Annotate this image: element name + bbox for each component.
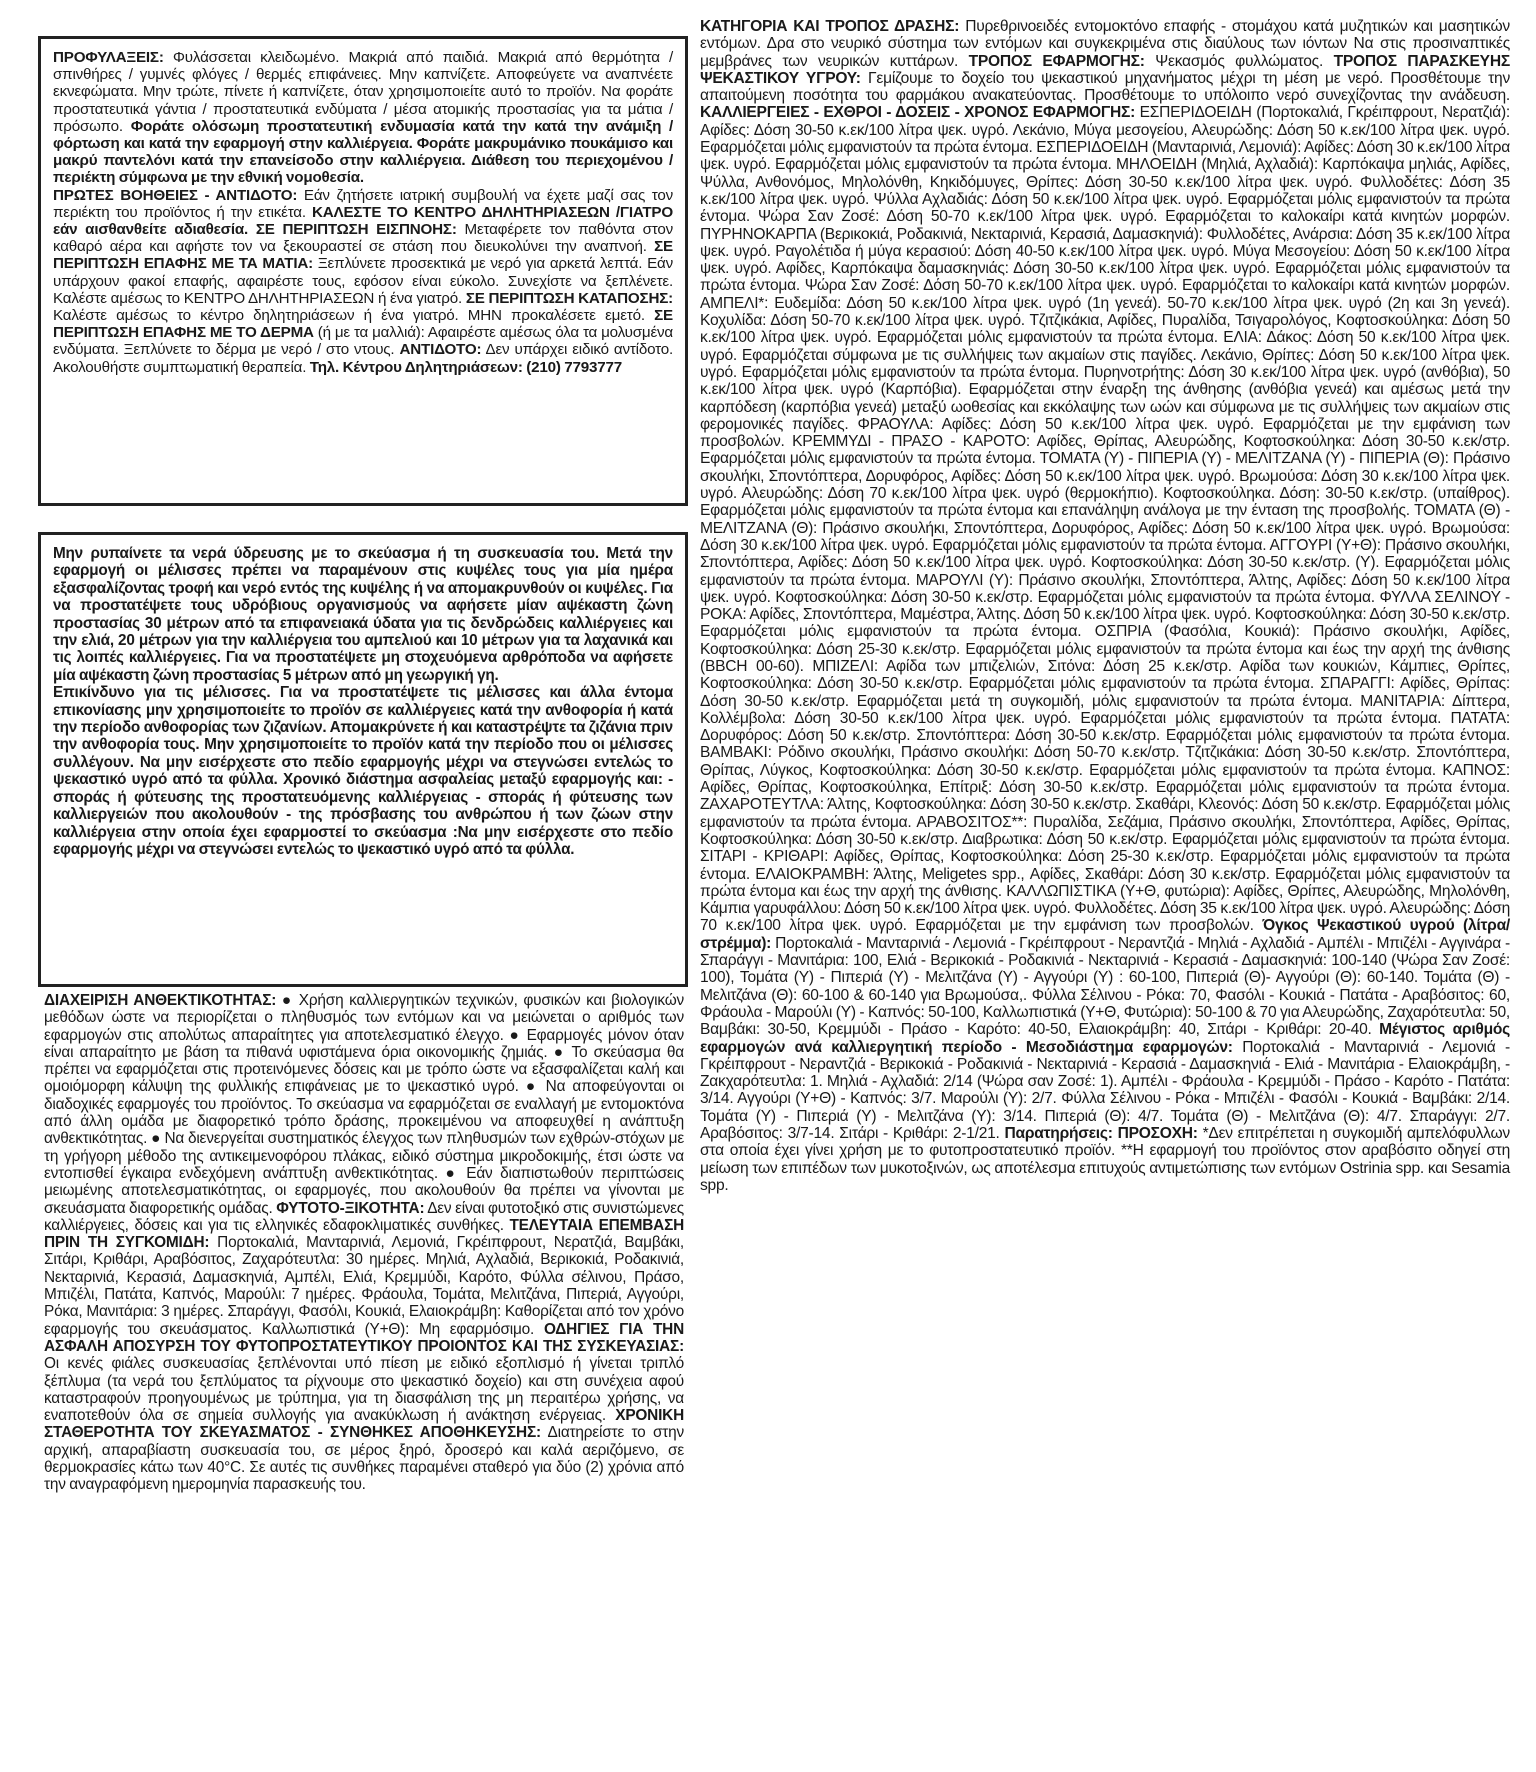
notes-body: *Δεν επιτρέπεται η συγκομιδή αμπελόφυλλων στα οποία έχει γίνει χρήση με το φυτοπροστατευτικό προϊόν. **Η εφαρμογή του προϊόντος στον αραβόσιτο οδηγεί στη μείωση των επιπέδων των μυκοτοξινών, ως αποτέλεσμα επιτυχούς αντιμετώπισης των εντόμων Ostrinia spp. και Sesamia spp. — [700, 1125, 1510, 1194]
bullet: ● — [151, 1130, 161, 1148]
last-application-body: Πορτοκαλιά, Μανταρινιά, Λεμονιά, Γκρέιπφρουτ, Νερατζιά, Βαμβάκι, Σιτάρι, Κριθάρι, Αραβόσιτος, Ζαχαρότευτλα: 30 ημέρες. Μηλιά, Αχλαδιά, Βερικοκιά, Ροδακινιά, Νεκταρινιά, Κερασιά, Δαμασκηνιά, Αμπέλι, Ελιά, Κρεμμύδι, Καρότο, Φύλλα σέλινου, Πράσο, Μπιζέλι, Πατάτα, Καπνός, Μαρούλι: 7 ημέρες. Φράουλα, Τομάτα, Μελιτζάνα, Πιπεριά, Αγγούρι, Ρόκα, Μανιτάρια: 3 ημέρες. Σπαράγγι, Φασόλι, Κουκιά, Ελαιοκράμβη: Καθορίζεται από τον χρόνο εφαρμογής του σκευάσματος. Καλλωπιστικά (Υ+Θ): Μη εφαρμόσιμο. — [44, 1234, 684, 1338]
precautions-box — [38, 36, 688, 506]
inhalation-heading: ΣΕ ΠΕΡΙΠΤΩΣΗ ΕΙΣΠΝΟΗΣ: — [255, 221, 457, 239]
environment-p1: Μην ρυπαίνετε τα νερά ύδρευσης με το σκεύασμα ή τη συσκευασία του. Μετά την εφαρμογή οι μέλισσες πρέπει να παραμένουν στις κυψέλες τους για μία ημέρα εξασφαλίζοντας τροφή και νερό εντός της κυψέλης ή να απομακρυνθούν οι κυψέλες. Για να προστατέψετε τους υδρόβιους οργανισμούς να αφήσετε μίαν αψέκαστη ζώνη προστασίας 30 μέτρων από τα επιφανειακά ύδατα για τις δενδρώδεις καλλιέργειες και την ελιά, 20 μέτρων για την καλλιέργεια του αμπελιού και 10 μέτρων για τα λαχανικά και τις λοιπές καλλιέργειες. Για να προστατέψετε μη στοχευόμενα αρθρόποδα να αφήσετε μία αψέκαστη ζώνη προστασίας 5 μέτρων από μη γεωργική γη. — [53, 545, 673, 684]
stability-heading: ΧΡΟΝΙΚΗ ΣΤΑΘΕΡΟΤΗΤΑ ΤΟΥ ΣΚΕΥΑΣΜΑΤΟΣ - ΣΥΝΘΗΚΕΣ ΑΠΟΘΗΚΕΥΣΗΣ: — [44, 1407, 685, 1442]
resistance-b6: Εάν διαπιστωθούν περιπτώσεις μειωμένης αποτελεσματικότητας, οι εφαρμογές, που ακολουθούν θα πρέπει να γίνονται με σκευάσματα διαφορετικής ομάδας. — [44, 1164, 684, 1217]
precautions-text — [53, 49, 673, 376]
application-body: Ψεκασμός φυλλώματος. — [1155, 52, 1324, 70]
first-aid-body: Εάν ζητήσετε ιατρική συμβουλή να έχετε μαζί σας τον περιέκτη του προϊόντος ή την ετικέτα. — [53, 186, 673, 221]
precautions-heading: ΠΡΟΦΥΛΑΞΕΙΣ: — [53, 49, 164, 66]
resistance-section — [44, 992, 684, 1494]
category-heading: ΚΑΤΗΓΟΡΙΑ ΚΑΙ ΤΡΟΠΟΣ ΔΡΑΣΗΣ: — [700, 18, 960, 35]
crops-heading: ΚΑΛΛΙΕΡΓΕΙΕΣ - ΕΧΘΡΟΙ - ΔΟΣΕΙΣ - ΧΡΟΝΟΣ ΕΦΑΡΜΟΓΗΣ: — [700, 104, 1136, 122]
max-applications-body: Πορτοκαλιά - Μανταρινιά - Λεμονιά - Γκρέιπφρουτ - Νεραντζιά - Βερικοκιά - Ροδακινιά - Νεκταρινιά - Κερασιά - Δαμασκηνιά - Ελιά - Μανιτάρια - Ελαιοκράμβη, - Ζακχαρότευτλα: 1. Μηλιά - Αχλαδιά: 2/14 (Ψώρα σαν Ζοσέ: 1). Αμπέλι - Φράουλα - Κρεμμύδι - Πράσο - Καρότο - Πατάτα: 3/14. Αγγούρι (Υ+Θ) - Καπνός: 3/7. Μαρούλι (Υ): 2/7. Φύλλα Σέλινου - Ρόκα - Μπιζέλι - Φασόλι - Κουκιά - Βαμβάκι: 2/14. Τομάτα (Υ) - Πιπεριά (Υ) - Μελιτζάνα (Υ): 3/14. Πιπεριά (Θ): 4/7. Τομάτα (Θ) - Μελιτζάνα (Θ): 4/7. Σπαράγγι: 2/7. Αραβόσιτος: 3/7-14. Σιτάρι - Κριθάρι: 2-1/21. — [700, 1038, 1510, 1142]
phytotoxicity-body: Δεν είναι φυτοτοξικό στις συνιστώμενες καλλιέργειες, δόσεις και για τις ελληνικές εδαφοκλιματικές συνθήκες. — [44, 1199, 684, 1234]
resistance-b3: Το σκεύασμα θα πρέπει να εφαρμόζεται στις προτεινόμενες δόσεις και με τρόπο ώστε να εξασφαλίζεται καλή και ομοιόμορφη κάλυψη της φυλλικής επιφάνειας με το ψεκαστικό υγρό. — [44, 1043, 684, 1096]
resistance-b4: Να αποφεύγονται οι διαδοχικές εφαρμογές του προϊόντος. Το σκεύασμα να εφαρμόζεται σε εναλλαγή με εντομοκτόνα από άλλη ομάδα με διαφορετικό τρόπο δράσης, προκειμένου να αποφευχθεί η ανάπτυξη ανθεκτικότητας. — [44, 1078, 684, 1148]
eyes-body: Ξεπλύνετε προσεκτικά με νερό για αρκετά λεπτά. Εάν υπάρχουν φακοί επαφής, αφαιρέστε τους, εφόσον είναι εύκολο. Συνεχίστε να ξεπλένετε. Καλέστε αμέσως το ΚΕΝΤΡΟ ΔΗΛΗΤΗΡΙΑΣΕΩΝ ή ένα γιατρό. — [53, 255, 673, 307]
ingestion-body: Καλέστε αμέσως το κέντρο δηλητηριάσεων ή ένα γιατρό. ΜΗΝ προκαλέσετε εμετό. — [53, 307, 645, 325]
bullet: ● — [281, 992, 294, 1009]
ingestion-heading: ΣΕ ΠΕΡΙΠΤΩΣΗ ΚΑΤΑΠΟΣΗΣ: — [465, 289, 673, 307]
usage-text — [700, 18, 1510, 1194]
antidote-heading: ΑΝΤΙΔΟΤΟ: — [399, 341, 482, 359]
phytotoxicity-heading: ΦΥΤΟΤΟ-ΞΙΚΟΤΗΤΑ: — [276, 1199, 425, 1217]
environment-p2: Επικίνδυνο για τις μέλισσες. Για να προστατέψετε τις μέλισσες και άλλα έντομα επικονίασης μην χρησιμοποιείτε το προϊόν σε καλλιέργειες κατά την ανθοφορία ή κατά την περίοδο ανθοφορίας των ζιζανίων. Απομακρύνετε ή και καταστρέψτε τα ζιζάνια πριν την ανθοφορία τους. Μην χρησιμοποιείτε το προϊόν κατά την περίοδο που οι μέλισσες συλλέγουν. Να μην εισέρχεστε στο πεδίο εφαρμογής μέχρι να στεγνώσει εντελώς το ψεκαστικό υγρό από τα φύλλα. Χρονικό διάστημα ασφαλείας μεταξύ εφαρμογής και: - σποράς ή φύτευσης της προστατευόμενης καλλιέργειας - σποράς ή φύτευσης των καλλιεργειών που ακολουθούν - της πρόσβασης του ανθρώπου ή των ζώων στην καλλιέργεια στην οποία έχει εφαρμοστεί το σκεύασμα :Να μην εισέρχεστε στο πεδίο εφαρμογής μέχρι να στεγνώσει εντελώς το ψεκαστικό υγρό από τα φύλλα. — [53, 684, 673, 858]
precautions-body: Φυλάσσεται κλειδωμένο. Μακριά από παιδιά. Μακριά από θερμότητα / σπινθήρες / γυμνές φλόγες / θερμές επιφάνειες. Μην καπνίζετε. Αποφεύγετε να αναπνέετε εκνεφώματα. Μην τρώτε, πίνετε ή καπνίζετε, όταν χρησιμοποιείτε αυτό το προϊόν. Να φοράτε προστατευτικά γάντια / προστατευτικά ενδύματα / μέσα ατομικής προστασίας για τα μάτια / πρόσωπο. — [53, 49, 673, 135]
preparation-heading: ΤΡΟΠΟΣ ΠΑΡΑΣΚΕΥΗΣ ΨΕΚΑΣΤΙΚΟΥ ΥΓΡΟΥ: — [700, 52, 1510, 87]
resistance-heading: ΔΙΑΧΕΙΡΙΣΗ ΑΝΘΕΚΤΙΚΟΤΗΤΑΣ: — [44, 992, 277, 1009]
resistance-text — [44, 992, 684, 1494]
stability-body: Διατηρείστε το στην αρχική, απαραβίαστη συσκευασία του, σε μέρος ξηρό, δροσερό και καλά αεριζόμενο, σε θερμοκρασίες κάτω των 40°C. Σε αυτές τις συνθήκες παραμένει σταθερό για δύο (2) χρόνια από την αναγραφόμενη ημερομηνία παρασκευής του. — [44, 1424, 684, 1494]
usage-section — [700, 18, 1510, 1194]
preparation-body: Γεμίζουμε το δοχείο του ψεκαστικού μηχανήματος μέχρι τη μέση με νερό. Προσθέτουμε την απαιτούμενη ποσότητα του φαρμάκου ανακατεύοντας. Προσθέτουμε το υπόλοιπο νερό συνεχίζοντας την ανάδευση. — [700, 69, 1510, 105]
disposal-body: Οι κενές φιάλες συσκευασίας ξεπλένονται υπό πίεση με ειδικό εξοπλισμό ή γίνεται τριπλό ξέπλυμα (τα νερά του ξεπλύματος τα ρίχνουμε στο ψεκαστικό δοχείο) και στη συνέχεια αφού καταστραφούν προηγουμένως με τρύπημα, για τη διασφάλιση της μη περαιτέρω χρήσης, να εναποτεθούν όλα σε σημεία συλλογής για ανακύκλωση ή ανάκτηση ενέργειας. — [44, 1355, 684, 1425]
antidote-body: Δεν υπάρχει ειδικό αντίδοτο. Ακολουθήστε συμπτωματική θεραπεία. — [53, 341, 673, 376]
volume-body: Πορτοκαλιά - Μανταρινιά - Λεμονιά - Γκρέιπφρουτ - Νεραντζιά - Μηλιά - Αχλαδιά - Αμπέλι - Μπιζέλι - Αγγινάρα - Σπαράγγι - Μανιτάρια: 100, Ελιά - Βερικοκιά - Ροδακινιά - Νεκταρινιά - Κερασιά - Δαμασκηνιά: 100-140 (Ψώρα Σαν Ζοσέ: 100), Τομάτα (Υ) - Πιπεριά (Υ) - Μελιτζάνα (Υ) - Αγγούρι (Υ) : 60-100, Πιπεριά (Θ)- Αγγούρι (Θ): 60-140. Τομάτα (Θ) - Μελιτζάνα (Θ): 60-100 & 60-140 για Βρωμούσα,. Φύλλα Σέλινου - Ρόκα: 70, Φασόλι - Κουκιά - Πατάτα - Αραβόσιτος: 60, Φράουλα - Μαρούλι (Υ) - Καπνός: 50-100, Καλλωπιστικά (Υ+Θ, Φυτώρια): 50-100 & 70 για Αλευρώδης, Ζαχαρότευτλα: 50, Βαμβάκι: 30-50, Κρεμμύδι - Πράσο - Καρότο: 40-50, Ελαιοκράμβη: 40, Σιτάρι - Κριθάρι: 20-40. — [700, 934, 1510, 1039]
inhalation-body: Μεταφέρετε τον παθόντα στον καθαρό αέρα και αφήστε τον να ξεκουραστεί σε στάση που διευκολύνει την αναπνοή. — [53, 221, 673, 256]
environment-box — [38, 532, 688, 987]
bullet: ● — [445, 1164, 459, 1182]
bullet: ● — [553, 1043, 566, 1061]
disposal-heading: ΟΔΗΓΙΕΣ ΓΙΑ ΤΗΝ ΑΣΦΑΛΗ ΑΠΟΣΥΡΣΗ ΤΟΥ ΦΥΤΟΠΡΟΣΤΑΤΕΥΤΙΚΟΥ ΠΡΟΙΟΝΤΟΣ ΚΑΙ ΤΗΣ ΣΥΣΚΕΥΑΣΙΑΣ: — [44, 1320, 684, 1355]
crops-text: ΕΣΠΕΡΙΔΟΕΙΔΗ (Πορτοκαλιά, Γκρέιπφρουτ, Νερατζιά): Αφίδες: Δόση 30-50 κ.εκ/100 λίτρα ψεκ. υγρό. Λεκάνιο, Μύγα μεσογείου, Αλευρώδης: Δόση 50 κ.εκ/100 λίτρα ψεκ. υγρό. Εφαρμόζεται μόλις εμφανιστούν τα πρώτα έντομα. ΕΣΠΕΡΙΔΟΕΙΔΗ (Μανταρινιά, Λεμονιά): Αφίδες: Δόση 30 κ.εκ/100 λίτρα ψεκ. υγρό. Εφαρμόζεται μόλις εμφανιστούν τα πρώτα έντομα. ΜΗΛΟΕΙΔΗ (Μηλιά, Αχλαδιά): Καρπόκαψα μηλιάς, Αφίδες, Ψύλλα, Ανθονόμος, Μηλολόνθη, Κηκιδόμυγες, Θρίπες: Δόση 30-50 κ.εκ/100 λίτρα ψεκ. υγρό. Φυλλοδέτες: Δόση 35 κ.εκ/100 λίτρα ψεκ. υγρό. Ψύλλα Αχλαδιάς: Δόση 50 κ.εκ/100 λίτρα ψεκ. υγρό. Εφαρμόζεται μόλις εμφανιστούν τα πρώτα έντομα. Ψώρα Σαν Ζοσέ: Δόση 50-70 κ.εκ/100 λίτρα ψεκ. υγρό. Εφαρμόζεται το καλοκαίρι κατά κινητών μορφών. ΠΥΡΗΝΟΚΑΡΠΑ (Βερικοκιά, Ροδακινιά, Νεκταρινιά, Κερασιά, Δαμασκηνιά): Φυλλοδέτες, Ανάρσια: Δόση 35 κ.εκ/100 λίτρα ψεκ. υγρό. Ραγολέτιδα ή μύγα κερασιού: Δόση 40-50 κ.εκ/100 λίτρα ψεκ. υγρό. Μύγα Μεσογείου: Δόση 50 κ.εκ/100 λίτρα ψεκ. υγρό. Αφίδες, Καρπόκαψα δαμασκηνιάς: Δόση 30-50 κ.εκ/100 λίτρα ψεκ. υγρό. Εφαρμόζεται μόλις εμφανιστούν τα πρώτα έντομα. Ψώρα Σαν Ζοσέ: Δόση 50-70 κ.εκ/100 λίτρα ψεκ. υγρό. Εφαρμόζεται το καλοκαίρι κατά κινητών μορφών. ΑΜΠΕΛΙ*: Ευδεμίδα: Δόση 50 κ.εκ/100 λίτρα ψεκ. υγρό (1η γενεά). 50-70 κ.εκ/100 λίτρα ψεκ. υγρό (2η και 3η γενεά). Κοχυλίδα: Δόση 50-70 κ.εκ/100 λίτρα ψεκ. υγρό. Τζιτζικάκια, Αφίδες, Πυραλίδα, Τσιγαρολόγος, Κοφτοσκούληκα: Δόση 50 κ.εκ/100 λίτρα ψεκ. υγρό. Εφαρμόζεται μόλις εμφανιστούν τα πρώτα έντομα. ΕΛΙΑ: Δάκος: Δόση 50 κ.εκ/100 λίτρα ψεκ. υγρό. Εφαρμόζεται σύμφωνα με τις συλλήψεις των ακμαίων στις παγίδες. Λεκάνιο, Θρίπες: Δόση 50 κ.εκ/100 λίτρα ψεκ. υγρό. Εφαρμόζεται μόλις εμφανιστούν τα πρώτα έντομα. Πυρηνοτρήτης: Δόση 30 κ.εκ/100 λίτρα ψεκ. υγρό (ανθόβια), 50 κ.εκ/100 λίτρα ψεκ. υγρό (Καρπόβια). Εφαρμόζεται στην έναρξη της άνθησης (ανθόβια γενεά) και αμέσως μετά την καρπόδεση (καρπόβια γενεά) μεταξύ ωοθεσίας και εκκόλαψης των ωών και σύμφωνα με τις συλλήψεις των ακμαίων στις φερομονικές παγίδες. ΦΡΑΟΥΛΑ: Αφίδες: Δόση 50 κ.εκ/100 λίτρα ψεκ. υγρό. Εφαρμόζεται με την εμφάνιση των προσβολών. ΚΡΕΜΜΥΔΙ - ΠΡΑΣΟ - ΚΑΡΟΤΟ: Αφίδες, Θρίπας, Αλευρώδης, Κοφτοσκούληκα: Δόση 30-50 κ.εκ/στρ. Εφαρμόζεται μόλις εμφανιστούν τα πρώτα έντομα. ΤΟΜΑΤΑ (Υ) - ΠΙΠΕΡΙΑ (Υ) - ΜΕΛΙΤΖΑΝΑ (Υ) - ΠΙΠΕΡΙΑ (Θ): Πράσινο σκουλήκι, Σποντόπτερα, Δορυφόρος, Αφίδες: Δόση 50 κ.εκ/100 λίτρα ψεκ. υγρό. Βρωμούσα: Δόση 30 κ.εκ/100 λίτρα ψεκ. υγρό. Αλευρώδης: Δόση 70 κ.εκ/100 λίτρα ψεκ. υγρό (θερμοκήπιο). Κοφτοσκούληκα. Δόση: 30-50 κ.εκ/στρ. (υπαίθρος). Εφαρμόζεται μόλις εμφανιστούν τα πρώτα έντομα και επανάληψη ανάλογα με την ένταση της προσβολής. ΤΟΜΑΤΑ (Θ) - ΜΕΛΙΤΖΑΝΑ (Θ): Πράσινο σκουλήκι, Σποντόπτερα, Δορυφόρος, Αφίδες: Δόση 50 κ.εκ/100 λίτρα ψεκ. υγρό. Βρωμούσα: Δόση 30 κ.εκ/100 λίτρα ψεκ. υγρό. Εφαρμόζεται μόλις εμφανιστούν τα πρώτα έντομα. ΑΓΓΟΥΡΙ (Υ+Θ): Πράσινο σκουλήκι, Σποντόπτερα, Αφίδες: Δόση 50 κ.εκ/100 λίτρα ψεκ. υγρό. Κοφτοσκούληκα: Δόση 30-50 κ.εκ/στρ. (Υ). Εφαρμόζεται μόλις εμφανιστούν τα πρώτα έντομα. ΜΑΡΟΥΛΙ (Υ): Πράσινο σκουλήκι, Σποντόπτερα, Άλτης, Αφίδες: Δόση 50 κ.εκ/100 λίτρα ψεκ. υγρό. Κοφτοσκούληκα: Δόση 30-50 κ.εκ/στρ. Εφαρμόζεται μόλις εμφανιστούν τα πρώτα έντομα. ΦΥΛΛΑ ΣΕΛΙΝΟΥ - ΡΟΚΑ: Αφίδες, Σποντόπτερα, Μαμέστρα, Άλτης. Δόση 50 κ.εκ/100 λίτρα ψεκ. υγρό. Κοφτοσκούληκα: Δόση 30-50 κ.εκ/στρ. Εφαρμόζεται μόλις εμφανιστούν τα πρώτα έντομα. ΟΣΠΡΙΑ (Φασόλια, Κουκιά): Πράσινο σκουλήκι, Αφίδες, Κοφτοσκούληκα: Δόση 25-30 κ.εκ/στρ. Εφαρμόζεται μόλις εμφανιστούν τα πρώτα έντομα και έως την αρχή της άνθισης (BBCH 00-60). ΜΠΙΖΕΛΙ: Αφίδα των μπιζελιών, Σιτόνα: Δόση 25 κ.εκ/στρ. Αφίδα των κουκιών, Κάμπιες, Θρίπες, Κοφτοσκούληκα: Δόση 30-50 κ.εκ/στρ. Εφαρμόζεται μόλις εμφανιστούν τα πρώτα έντομα. ΣΠΑΡΑΓΓΙ: Αφίδες, Θρίπας: Δόση 30-50 κ.εκ/στρ. Εφαρμόζεται μετά τη συγκομιδή, μόλις εμφανιστούν τα πρώτα έντομα. ΜΑΝΙΤΑΡΙΑ: Δίπτερα, Κολλέμβολα: Δόση 30-50 κ.εκ/100 λίτρα ψεκ. υγρό. Εφαρμόζεται μόλις εμφανιστούν τα πρώτα έντομα. ΠΑΤΑΤΑ: Δορυφόρος: Δόση 50 κ.εκ/στρ. Σποντόπτερα: Δόση 30-50 κ.εκ/στρ. Εφαρμόζεται μόλις εμφανιστούν τα πρώτα έντομα. ΒΑΜΒΑΚΙ: Ρόδινο σκουλήκι, Πράσινο σκουλήκι: Δόση 50-70 κ.εκ/στρ. Τζιτζικάκια: Δόση 30-50 κ.εκ/στρ. Σποντόπτερα, Θρίπας, Λύγκος, Κοφτοσκούληκα: Δόση 30-50 κ.εκ/στρ. Εφαρμόζεται μόλις εμφανιστούν τα πρώτα έντομα. ΚΑΠΝΟΣ: Αφίδες, Θρίπας, Κοφτοσκούληκα, Επίτριξ: Δόση 30-50 κ.εκ/στρ. Εφαρμόζεται μόλις εμφανιστούν τα πρώτα έντομα. ΖΑΧΑΡΟΤΕΥΤΛΑ: Άλτης, Κοφτοσκούληκα: Δόση 30-50 κ.εκ/στρ. Σκαθάρι, Κλεονός: Δόση 50 κ.εκ/στρ. Εφαρμόζεται μόλις εμφανιστούν τα πρώτα έντομα. ΑΡΑΒΟΣΙΤΟΣ**: Πυραλίδα, Σεζάμια, Πράσινο σκουλήκι, Σποντόπτερα, Αφίδες, Θρίπας, Κοφτοσκούληκα: Δόση 30-50 κ.εκ/στρ. Διαβρωτικα: Δόση 50 κ.εκ/στρ. Εφαρμόζεται μόλις εμφανιστούν τα πρώτα έντομα. ΣΙΤΑΡΙ - ΚΡΙΘΑΡΙ: Αφίδες, Θρίπας, Κοφτοσκούληκα: Δόση 25-30 κ.εκ/στρ. Εφαρμόζεται μόλις εμφανιστούν τα πρώτα έντομα. ΕΛΑΙΟΚΡΑΜΒΗ: Άλτης, Meligetes spp., Αφίδες, Σκαθάρι: Δόση 30 κ.εκ/στρ. Εφαρμόζεται μόλις εμφανιστούν τα πρώτα έντομα και έως την αρχή της άνθισης. ΚΑΛΛΩΠΙΣΤΙΚΑ (Υ+Θ, φυτώρια): Αφίδες, Θρίπες, Αλευρώδης, Μηλολόνθη, Κάμπια γαρυφάλλου: Δόση 50 κ.εκ/100 λίτρα ψεκ. υγρό. Φυλλοδέτες. Δόση 35 κ.εκ/100 λίτρα ψεκ. υγρό. Αλευρώδης: Δόση 70 κ.εκ/100 λίτρα ψεκ. υγρό. Εφαρμόζεται με την εμφάνιση των προσβολών. — [700, 104, 1510, 935]
bullet: ● — [525, 1078, 539, 1096]
poison-center-phone: Τηλ. Κέντρου Δηλητηριάσεων: (210) 7793777 — [309, 358, 622, 376]
application-heading: ΤΡΟΠΟΣ ΕΦΑΡΜΟΓΗΣ: — [968, 52, 1145, 70]
eyes-heading: ΣΕ ΠΕΡΙΠΤΩΣΗ ΕΠΑΦΗΣ ΜΕ ΤΑ ΜΑΤΙΑ: — [53, 238, 673, 273]
precautions-bold-note: Φοράτε ολόσωμη προστατευτική ενδυμασία κατά την κατά την ανάμιξη / φόρτωση και κατά την εφαρμογή στην καλλιέργεια. Φοράτε μακρυμάνικο πουκάμισο και μακρύ παντελόνι κατά την επανείσοδο στην καλλιέργεια. Διάθεση του περιεχομένου / περιέκτη σύμφωνα με την εθνική νομοθεσία. — [53, 117, 673, 187]
bullet: ● — [509, 1026, 521, 1044]
volume-heading: Όγκος Ψεκαστικού υγρού (λίτρα/στρέμμα): — [700, 917, 1510, 952]
skin-body: (ή με τα μαλλιά): Αφαιρέστε αμέσως όλα τα μολυσμένα ενδύματα. Ξεπλύνετε το δέρμα με νερό / στο ντους. — [53, 324, 673, 359]
resistance-b2: Εφαρμογές μόνον όταν είναι απαραίτητο με βάση τα πιθανά υφιστάμενα όρια οικονομικής ζημιάς. — [44, 1026, 684, 1061]
resistance-b1: Χρήση καλλιεργητικών τεχνικών, φυσικών και βιολογικών μεθόδων ώστε να περιορίζεται ο πληθυσμός των εντόμων και να μειώνεται ο αριθμός των εφαρμογών στις απολύτως απαραίτητες για αποτελεσματικό έλεγχο. — [44, 992, 684, 1044]
max-applications-heading: Μέγιστος αριθμός εφαρμογών ανά καλλιεργητική περίοδο - Μεσοδιάστημα εφαρμογών: — [700, 1021, 1511, 1056]
last-application-heading: ΤΕΛΕΥΤΑΙΑ ΕΠΕΜΒΑΣΗ ΠΡΙΝ ΤΗ ΣΥΓΚΟΜΙΔΗ: — [44, 1216, 685, 1252]
first-aid-heading: ΠΡΩΤΕΣ ΒΟΗΘΕΙΕΣ - ΑΝΤΙΔΟΤΟ: — [53, 186, 298, 204]
resistance-b5: Να διενεργείται συστηματικός έλεγχος των πληθυσμών των εχθρών-στόχων με τη γρήγορη μέθοδο της αντικειμενοφόρου πλάκας, ειδικό σύστημα μικροδοκιμής, έτσι ώστε να εντοπισθεί έγκαιρα ενδεχόμενη ανάπτυξη ανθεκτικότητας. — [44, 1130, 685, 1182]
call-center-text: ΚΑΛΕΣΤΕ ΤΟ ΚΕΝΤΡΟ ΔΗΛΗΤΗΡΙΑΣΕΩΝ /ΓΙΑΤΡΟ εάν αισθανθείτε αδιαθεσία. — [53, 203, 673, 239]
category-body: Πυρεθρινοειδές εντομοκτόνο επαφής - στομάχου κατά μυζητικών και μασητικών εντόμων. Δρα στο νευρικό σύστημα των εντόμων και συγκεκριμένα στις διαύλους των ιόντων Να στις προσιναπτικές μεμβράνες των νευρικών κυττάρων. — [700, 18, 1510, 70]
skin-heading: ΣΕ ΠΕΡΙΠΤΩΣΗ ΕΠΑΦΗΣ ΜΕ ΤΟ ΔΕΡΜΑ — [53, 307, 673, 342]
notes-heading: Παρατηρήσεις: ΠΡΟΣΟΧΗ: — [1004, 1125, 1198, 1142]
